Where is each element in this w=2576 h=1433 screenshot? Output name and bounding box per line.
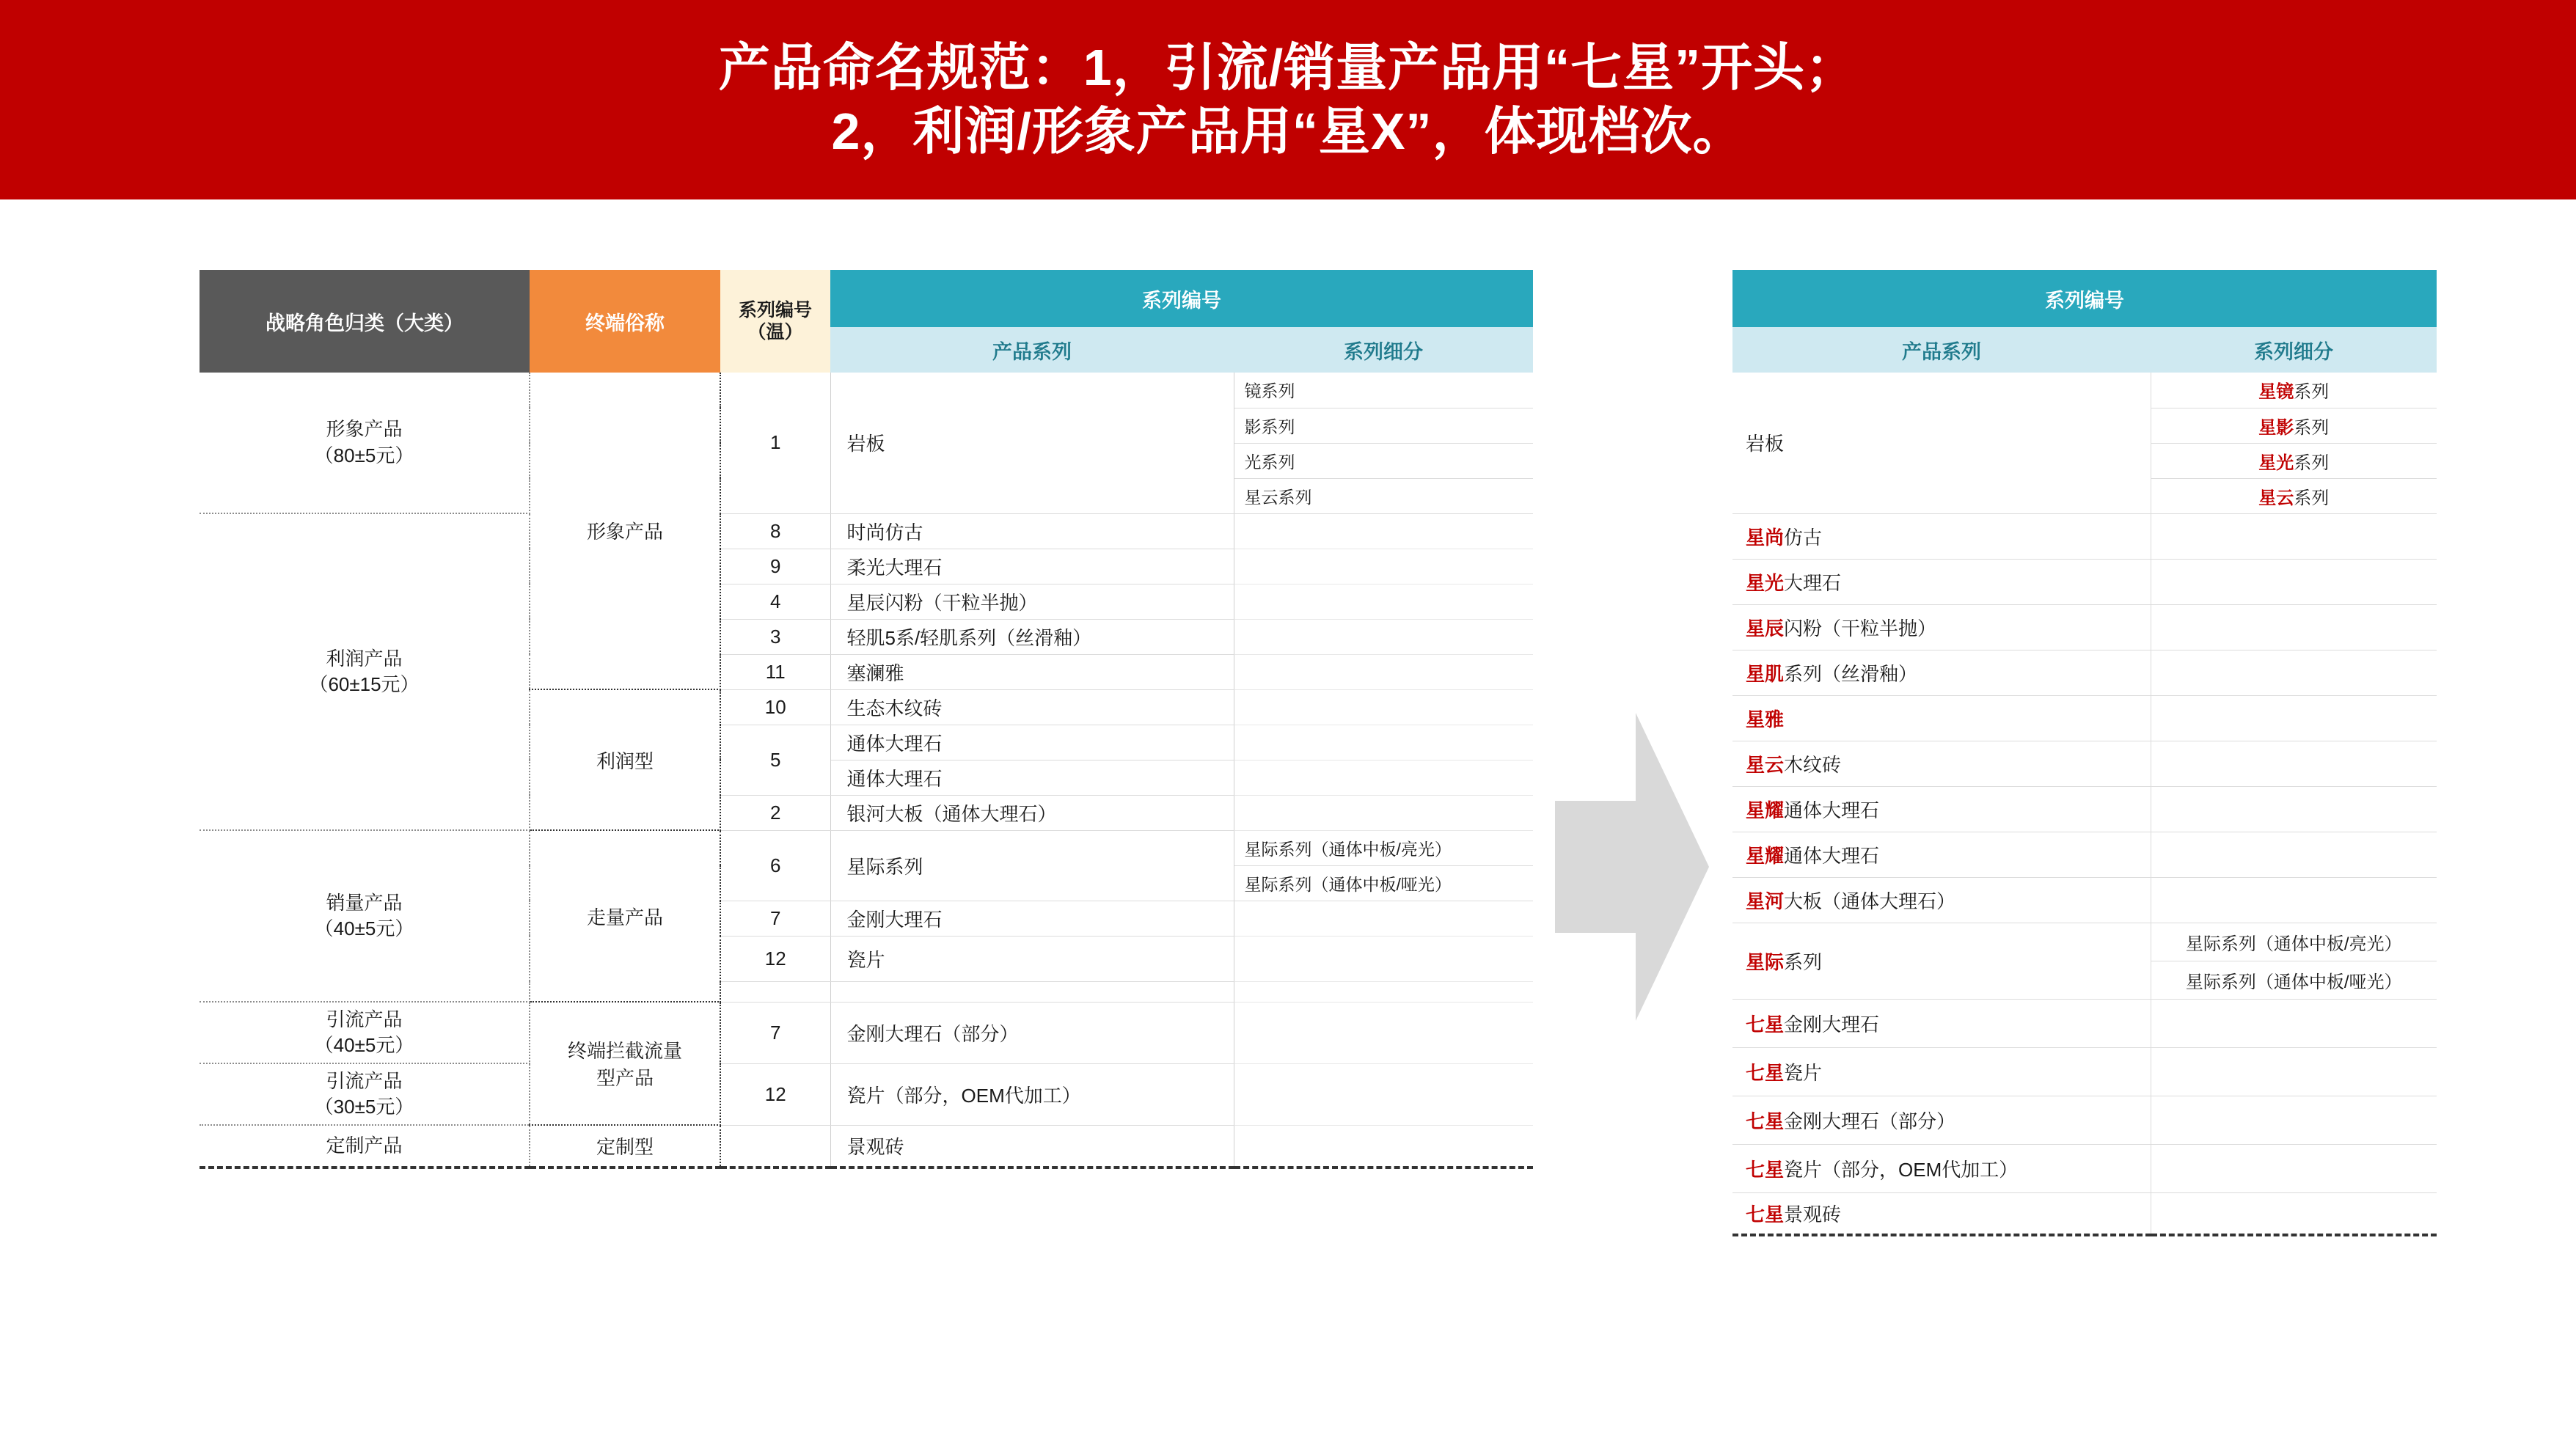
series-prefix: 星河 bbox=[1746, 890, 1785, 912]
sub-cell bbox=[1234, 619, 1533, 654]
header-series-no-temp-line2: （温） bbox=[747, 322, 803, 342]
table-row bbox=[1732, 741, 2437, 786]
table-row bbox=[1732, 1144, 2437, 1192]
sub-cell bbox=[2151, 832, 2437, 877]
series-prefix: 七星 bbox=[1746, 1203, 1785, 1225]
sub-cell bbox=[1234, 725, 1533, 760]
sub-cell bbox=[2151, 741, 2437, 786]
table-row bbox=[200, 1063, 1533, 1125]
sub-cell: 星际系列（通体中板/亮光） bbox=[2151, 923, 2437, 961]
sub-cell bbox=[1234, 901, 1533, 936]
arrow-right-icon bbox=[1555, 713, 1709, 1021]
left-header-row-1 bbox=[200, 270, 1533, 327]
sub-cell bbox=[2151, 513, 2437, 559]
sub-cell: 星际系列（通体中板/哑光） bbox=[1234, 865, 1533, 901]
series-cell: 星际系列 bbox=[830, 830, 1234, 901]
sub-cell bbox=[1234, 549, 1533, 584]
header-series-sub: 系列细分 bbox=[1234, 327, 1533, 373]
category-lirun: 利润产品 （60±15元） bbox=[200, 513, 530, 830]
table-row bbox=[1732, 786, 2437, 832]
series-cell bbox=[1732, 741, 2151, 786]
terminal-lanjie: 终端拦截流量 型产品 bbox=[530, 1002, 720, 1125]
series-text: 金刚大理石（部分） bbox=[1784, 1110, 1956, 1132]
series-cell-empty bbox=[830, 981, 1234, 1002]
sub-cell bbox=[1234, 795, 1533, 830]
series-prefix: 星耀 bbox=[1746, 799, 1785, 821]
table-row bbox=[1732, 650, 2437, 695]
sub-cell bbox=[2151, 373, 2437, 408]
series-text: 瓷片（部分，OEM代加工） bbox=[1784, 1158, 2019, 1181]
series-cell: 塞澜雅 bbox=[830, 654, 1234, 689]
table-row bbox=[1732, 695, 2437, 741]
right-table-wrapper bbox=[1732, 270, 2437, 1236]
title-line-2: 2，利润/形象产品用“星X”，体现档次。 bbox=[831, 103, 1745, 160]
terminal-xingxiang: 形象产品 bbox=[530, 373, 720, 689]
left-table bbox=[200, 270, 1533, 1169]
sub-cell bbox=[1234, 1063, 1533, 1125]
series-text: 大板（通体大理石） bbox=[1784, 890, 1956, 912]
series-prefix: 星雅 bbox=[1746, 708, 1785, 730]
series-cell: 时尚仿古 bbox=[830, 513, 1234, 549]
category-xingxiang: 形象产品 （80±5元） bbox=[200, 373, 530, 513]
series-text: 系列 bbox=[1784, 950, 1823, 973]
table-row bbox=[1732, 604, 2437, 650]
series-cell bbox=[1732, 1192, 2151, 1235]
sub-prefix: 星光 bbox=[2258, 452, 2294, 473]
series-text: 通体大理石 bbox=[1784, 799, 1880, 821]
series-cell: 银河大板（通体大理石） bbox=[830, 795, 1234, 830]
sub-cell-empty bbox=[1234, 981, 1533, 1002]
series-cell bbox=[1732, 877, 2151, 923]
title-banner bbox=[0, 0, 2576, 199]
left-table-wrapper bbox=[200, 270, 1533, 1169]
sub-cell bbox=[2151, 1096, 2437, 1144]
table-row bbox=[200, 513, 1533, 549]
sub-cell bbox=[2151, 877, 2437, 923]
num-cell: 2 bbox=[720, 795, 830, 830]
series-prefix: 星耀 bbox=[1746, 844, 1785, 867]
table-row bbox=[1732, 373, 2437, 408]
series-text: 金刚大理石 bbox=[1784, 1013, 1880, 1036]
category-xiaoliang: 销量产品 （40±5元） bbox=[200, 830, 530, 1002]
table-row bbox=[1732, 1192, 2437, 1235]
num-cell: 10 bbox=[720, 689, 830, 725]
terminal-dingzhi: 定制型 bbox=[530, 1125, 720, 1168]
series-cell: 岩板 bbox=[830, 373, 1234, 513]
series-cell bbox=[1732, 1096, 2151, 1144]
header-series-no-right: 系列编号 bbox=[1732, 270, 2437, 327]
series-cell bbox=[1732, 650, 2151, 695]
num-cell: 8 bbox=[720, 513, 830, 549]
series-text: 仿古 bbox=[1784, 526, 1823, 549]
series-prefix: 七星 bbox=[1746, 1013, 1785, 1036]
table-row bbox=[1732, 832, 2437, 877]
sub-cell: 星云系列 bbox=[1234, 478, 1533, 513]
series-prefix: 星光 bbox=[1746, 571, 1785, 594]
series-cell bbox=[1732, 832, 2151, 877]
series-cell: 轻肌5系/轻肌系列（丝滑釉） bbox=[830, 619, 1234, 654]
series-prefix: 星肌 bbox=[1746, 662, 1785, 685]
table-row bbox=[200, 1002, 1533, 1063]
header-series-no-temp-line1: 系列编号 bbox=[738, 300, 812, 320]
series-prefix: 星辰 bbox=[1746, 617, 1785, 639]
sub-cell bbox=[2151, 408, 2437, 443]
sub-cell bbox=[2151, 695, 2437, 741]
series-text: 大理石 bbox=[1784, 571, 1842, 594]
series-prefix: 七星 bbox=[1746, 1158, 1785, 1181]
header-category: 战略角色归类（大类） bbox=[200, 270, 530, 373]
table-row bbox=[1732, 513, 2437, 559]
sub-cell bbox=[1234, 760, 1533, 795]
series-cell: 景观砖 bbox=[830, 1125, 1234, 1168]
table-row bbox=[1732, 1096, 2437, 1144]
right-header-row-1 bbox=[1732, 270, 2437, 327]
sub-text: 系列 bbox=[2294, 488, 2330, 508]
num-cell: 11 bbox=[720, 654, 830, 689]
num-cell: 1 bbox=[720, 373, 830, 513]
table-row bbox=[1732, 923, 2437, 961]
series-text: 通体大理石 bbox=[1784, 844, 1880, 867]
table-row bbox=[1732, 999, 2437, 1047]
sub-cell bbox=[2151, 604, 2437, 650]
num-cell: 4 bbox=[720, 584, 830, 619]
sub-cell bbox=[2151, 559, 2437, 604]
series-text: 景观砖 bbox=[1784, 1203, 1842, 1225]
sub-cell bbox=[1234, 584, 1533, 619]
sub-cell bbox=[2151, 478, 2437, 513]
num-cell: 3 bbox=[720, 619, 830, 654]
terminal-lirun: 利润型 bbox=[530, 689, 720, 830]
table-row bbox=[200, 1125, 1533, 1168]
series-cell bbox=[1732, 1144, 2151, 1192]
sub-prefix: 星影 bbox=[2258, 417, 2294, 438]
sub-cell bbox=[1234, 936, 1533, 981]
num-cell: 9 bbox=[720, 549, 830, 584]
sub-cell bbox=[1234, 654, 1533, 689]
sub-cell: 影系列 bbox=[1234, 408, 1533, 443]
series-cell bbox=[1732, 923, 2151, 999]
num-cell: 5 bbox=[720, 725, 830, 795]
series-cell: 通体大理石 bbox=[830, 760, 1234, 795]
series-prefix: 星尚 bbox=[1746, 526, 1785, 549]
num-cell: 7 bbox=[720, 1002, 830, 1063]
sub-text: 系列 bbox=[2294, 417, 2330, 438]
series-prefix: 星际 bbox=[1746, 950, 1785, 973]
table-row bbox=[1732, 559, 2437, 604]
sub-cell bbox=[1234, 513, 1533, 549]
series-cell: 金刚大理石（部分） bbox=[830, 1002, 1234, 1063]
sub-cell: 镜系列 bbox=[1234, 373, 1533, 408]
series-prefix: 星云 bbox=[1746, 753, 1785, 776]
title-line-1: 产品命名规范：1，引流/销量产品用“七星”开头； bbox=[718, 38, 1858, 96]
sub-cell: 星际系列（通体中板/哑光） bbox=[2151, 961, 2437, 999]
series-cell: 生态木纹砖 bbox=[830, 689, 1234, 725]
sub-cell bbox=[1234, 689, 1533, 725]
series-cell: 金刚大理石 bbox=[830, 901, 1234, 936]
num-cell: 7 bbox=[720, 901, 830, 936]
sub-cell bbox=[2151, 999, 2437, 1047]
sub-cell bbox=[2151, 786, 2437, 832]
right-table bbox=[1732, 270, 2437, 1236]
header-series-no: 系列编号 bbox=[830, 270, 1533, 327]
series-text: 闪粉（干粒半抛） bbox=[1784, 617, 1937, 639]
table-row bbox=[1732, 877, 2437, 923]
sub-cell bbox=[2151, 1047, 2437, 1096]
sub-cell bbox=[2151, 650, 2437, 695]
sub-cell bbox=[2151, 1192, 2437, 1235]
series-cell bbox=[1732, 695, 2151, 741]
header-terminal: 终端俗称 bbox=[530, 270, 720, 373]
header-product-series-right: 产品系列 bbox=[1732, 327, 2151, 373]
series-text: 瓷片 bbox=[1784, 1061, 1823, 1084]
terminal-zouliang: 走量产品 bbox=[530, 830, 720, 1002]
sub-cell: 光系列 bbox=[1234, 443, 1533, 478]
right-header-row-2 bbox=[1732, 327, 2437, 373]
sub-cell bbox=[1234, 1125, 1533, 1168]
series-cell: 星辰闪粉（干粒半抛） bbox=[830, 584, 1234, 619]
series-cell bbox=[1732, 999, 2151, 1047]
category-dingzhi: 定制产品 bbox=[200, 1125, 530, 1168]
series-cell: 柔光大理石 bbox=[830, 549, 1234, 584]
table-row bbox=[1732, 1047, 2437, 1096]
series-cell bbox=[1732, 513, 2151, 559]
sub-text: 系列 bbox=[2294, 452, 2330, 473]
table-row bbox=[200, 373, 1533, 408]
series-cell: 通体大理石 bbox=[830, 725, 1234, 760]
series-cell: 岩板 bbox=[1732, 373, 2151, 513]
series-cell bbox=[1732, 1047, 2151, 1096]
num-cell: 12 bbox=[720, 1063, 830, 1125]
num-cell: 6 bbox=[720, 830, 830, 901]
sub-cell bbox=[2151, 1144, 2437, 1192]
series-prefix: 七星 bbox=[1746, 1110, 1785, 1132]
num-cell: 12 bbox=[720, 936, 830, 981]
header-product-series: 产品系列 bbox=[830, 327, 1234, 373]
sub-prefix: 星云 bbox=[2258, 488, 2294, 508]
header-series-sub-right: 系列细分 bbox=[2151, 327, 2437, 373]
series-cell bbox=[1732, 559, 2151, 604]
series-cell: 瓷片（部分，OEM代加工） bbox=[830, 1063, 1234, 1125]
sub-prefix: 星镜 bbox=[2258, 382, 2294, 403]
category-yinliu-40: 引流产品 （40±5元） bbox=[200, 1002, 530, 1063]
sub-cell bbox=[2151, 443, 2437, 478]
series-cell bbox=[1732, 604, 2151, 650]
category-yinliu-30: 引流产品 （30±5元） bbox=[200, 1063, 530, 1125]
num-cell bbox=[720, 1125, 830, 1168]
content-area bbox=[0, 199, 2576, 1433]
header-series-no-temp bbox=[720, 270, 830, 373]
num-cell-empty bbox=[720, 981, 830, 1002]
table-row bbox=[200, 830, 1533, 865]
series-cell: 瓷片 bbox=[830, 936, 1234, 981]
sub-cell: 星际系列（通体中板/亮光） bbox=[1234, 830, 1533, 865]
series-text: 木纹砖 bbox=[1784, 753, 1842, 776]
series-cell bbox=[1732, 786, 2151, 832]
sub-cell bbox=[1234, 1002, 1533, 1063]
series-prefix: 七星 bbox=[1746, 1061, 1785, 1084]
sub-text: 系列 bbox=[2294, 382, 2330, 403]
series-text: 系列（丝滑釉） bbox=[1784, 662, 1918, 685]
